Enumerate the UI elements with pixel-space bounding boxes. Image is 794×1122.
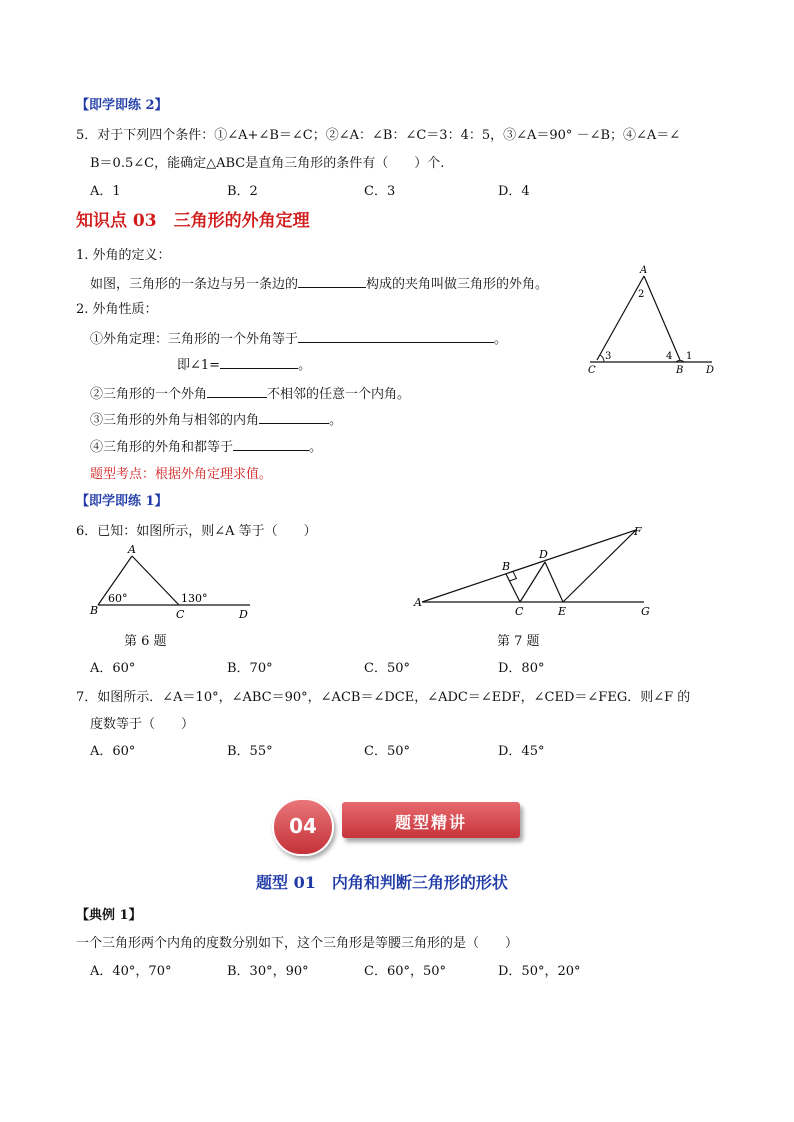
example-option-d: D．50°，20° bbox=[498, 964, 581, 979]
fig6-side-ac bbox=[132, 556, 179, 605]
fig7-point-d: D bbox=[539, 548, 548, 561]
q7-option-c: C．50° bbox=[364, 744, 410, 759]
answer-blank[interactable] bbox=[233, 438, 309, 451]
example-option-a: A．40°，70° bbox=[90, 964, 172, 979]
fig7-line-af bbox=[422, 530, 636, 602]
definition-title: 1. 外角的定义： bbox=[76, 248, 171, 263]
property-1-formula-text: 即∠1= bbox=[177, 358, 221, 373]
exam-point-note: 题型考点：根据外角定理求值。 bbox=[90, 467, 273, 482]
fig6-point-d: D bbox=[239, 608, 248, 621]
q7-option-a: A．60° bbox=[90, 744, 136, 759]
fig7-segment-ef bbox=[563, 530, 636, 602]
fig7-right-angle-mark bbox=[510, 572, 517, 581]
section-label-box bbox=[342, 802, 520, 838]
section-number-badge bbox=[272, 798, 334, 856]
fig6-vertex-a: A bbox=[128, 543, 136, 556]
angle-3-arc bbox=[600, 355, 604, 362]
angle-2-label: 2 bbox=[638, 289, 645, 300]
q5-option-a: A．1 bbox=[90, 184, 121, 199]
answer-blank[interactable] bbox=[298, 275, 366, 288]
example-option-b: B．30°，90° bbox=[227, 964, 309, 979]
q5-option-b: B．2 bbox=[227, 184, 258, 199]
fig7-point-g: G bbox=[641, 605, 650, 618]
definition-text bbox=[90, 273, 548, 292]
q7-option-d: D．45° bbox=[498, 744, 545, 759]
section-label: 题型精讲 bbox=[394, 813, 467, 832]
example-option-c: C．60°，50° bbox=[364, 964, 447, 979]
triangle-side-ac bbox=[597, 276, 644, 360]
practice-label: 【即学即练 1】 bbox=[76, 494, 168, 509]
section-banner bbox=[272, 796, 524, 854]
triangle-side-ab bbox=[644, 276, 680, 360]
q6-option-c: C．50° bbox=[364, 661, 410, 676]
fig6-vertex-c: C bbox=[176, 608, 185, 621]
q5-option-c: C．3 bbox=[364, 184, 396, 199]
definition-text-b: 构成的夹角叫做三角形的外角。 bbox=[366, 277, 549, 292]
fig7-segment-de bbox=[545, 562, 563, 602]
figure-7 bbox=[408, 518, 668, 626]
practice-label: 【即学即练 2】 bbox=[76, 98, 168, 113]
q6-option-b: B．70° bbox=[227, 661, 273, 676]
fig7-point-e: E bbox=[558, 605, 567, 618]
property-1-formula-end: 。 bbox=[298, 358, 312, 373]
property-1-end: 。 bbox=[494, 332, 508, 347]
example-1-text: 一个三角形两个内角的度数分别如下，这个三角形是等腰三角形的是（ ） bbox=[76, 936, 519, 951]
q6-option-d: D．80° bbox=[498, 661, 545, 676]
example-label: 【典例 1】 bbox=[76, 908, 142, 923]
property-3 bbox=[90, 409, 342, 428]
answer-blank[interactable] bbox=[259, 411, 329, 424]
angle-1-label: 1 bbox=[686, 351, 693, 362]
answer-blank[interactable] bbox=[207, 385, 267, 398]
figure-7-caption: 第 7 题 bbox=[497, 634, 540, 649]
fig7-point-b: B bbox=[502, 560, 511, 573]
fig6-angle-60: 60° bbox=[108, 592, 128, 605]
q6-option-a: A．60° bbox=[90, 661, 136, 676]
property-1-formula bbox=[177, 354, 311, 373]
property-3-text-b: 。 bbox=[329, 413, 343, 428]
point-d-label: D bbox=[706, 365, 715, 376]
property-2 bbox=[90, 383, 410, 402]
property-4-text-b: 。 bbox=[309, 440, 323, 455]
vertex-a-label: A bbox=[640, 265, 648, 276]
property-4 bbox=[90, 436, 322, 455]
fig6-angle-130: 130° bbox=[181, 592, 208, 605]
question-5-line1: 5．对于下列四个条件：①∠A+∠B＝∠C；②∠A：∠B：∠C＝3：4：5，③∠A＝90° －∠B；④∠A＝∠ bbox=[76, 128, 681, 143]
question-6-text: 6．已知：如图所示，则∠A 等于（ ） bbox=[76, 524, 317, 539]
angle-3-label: 3 bbox=[605, 351, 612, 362]
section-number: 04 bbox=[289, 814, 317, 838]
property-title: 2. 外角性质： bbox=[76, 302, 158, 317]
question-7-line1: 7．如图所示．∠A＝10°，∠ABC＝90°，∠ACB＝∠DCE，∠ADC＝∠EDF，∠CED＝∠FEG．则∠F 的 bbox=[76, 690, 691, 705]
fig7-point-a: A bbox=[414, 596, 422, 609]
property-1-text: ①外角定理：三角形的一个外角等于 bbox=[90, 332, 299, 347]
vertex-c-label: C bbox=[588, 365, 596, 376]
answer-blank[interactable] bbox=[220, 356, 298, 369]
fig7-point-f: F bbox=[634, 525, 642, 538]
knowledge-point-heading: 知识点 03 三角形的外角定理 bbox=[76, 211, 310, 231]
answer-blank[interactable] bbox=[298, 330, 494, 343]
question-5-line2: B＝0.5∠C，能确定△ABC是直角三角形的条件有（ ）个. bbox=[90, 156, 445, 171]
q7-option-b: B．55° bbox=[227, 744, 273, 759]
property-4-text-a: ④三角形的外角和都等于 bbox=[90, 440, 234, 455]
property-2-text-b: 不相邻的任意一个内角。 bbox=[267, 387, 411, 402]
fig6-vertex-b: B bbox=[90, 604, 99, 617]
angle-4-label: 4 bbox=[666, 351, 673, 362]
q5-option-d: D．4 bbox=[498, 184, 530, 199]
property-2-text-a: ②三角形的一个外角 bbox=[90, 387, 208, 402]
vertex-b-label: B bbox=[676, 365, 684, 376]
question-7-line2: 度数等于（ ） bbox=[90, 717, 195, 732]
exterior-angle-figure bbox=[580, 258, 720, 378]
figure-6 bbox=[84, 540, 264, 626]
type-heading: 题型 01 内角和判断三角形的形状 bbox=[256, 873, 508, 892]
fig7-point-c: C bbox=[515, 605, 524, 618]
definition-text-a: 如图，三角形的一条边与另一条边的 bbox=[90, 277, 299, 292]
fig7-segment-bc bbox=[506, 574, 520, 602]
property-1 bbox=[90, 328, 507, 347]
figure-6-caption: 第 6 题 bbox=[124, 634, 167, 649]
property-3-text-a: ③三角形的外角与相邻的内角 bbox=[90, 413, 260, 428]
